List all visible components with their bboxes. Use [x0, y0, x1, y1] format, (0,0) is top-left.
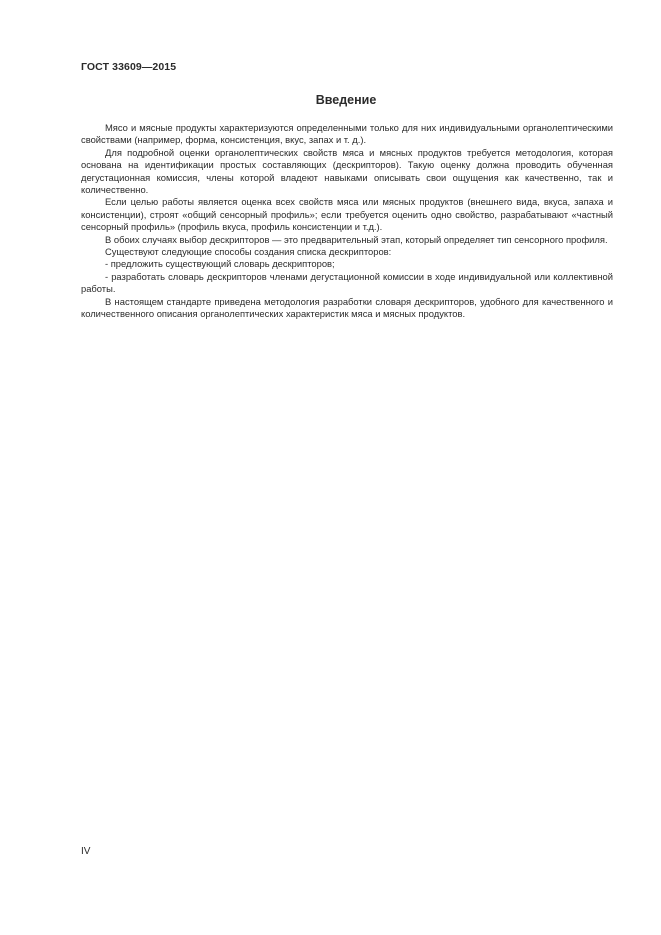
page-number: IV [81, 846, 91, 857]
list-item: - разработать словарь дескрипторов членами дегустационной комиссии в ходе индивидуальной или коллективной работы. [81, 270, 613, 295]
paragraph: Мясо и мясные продукты характеризуются определенными только для них индивидуальными органолептическими свойствами (например, форма, консистенция, вкус, запах и т. д.). [81, 122, 613, 146]
paragraph: В обоих случаях выбор дескрипторов — это предварительный этап, который определяет тип сенсорного профиля. [105, 233, 608, 245]
introduction-body [81, 122, 613, 321]
paragraph: Если целью работы является оценка всех свойств мяса или мясных продуктов (внешнего вида, вкуса, запаха и консистенции), строят «общий сенсорный профиль»; если требуется оценить одно свойство, разрабатывают «частный сенсорный профиль» (профиль вкуса, профиль консистенции и т.д.). [81, 196, 613, 233]
paragraph: В настоящем стандарте приведена методология разработки словаря дескрипторов, удобного для качественного и количественного описания органолептических характеристик мяса и мясных продуктов. [81, 295, 613, 320]
paragraph: Существуют следующие способы создания списка дескрипторов: [105, 246, 392, 258]
section-title: Введение [315, 93, 377, 107]
list-item: - предложить существующий словарь дескрипторов; [105, 258, 335, 270]
standard-code: ГОСТ 33609—2015 [81, 61, 177, 73]
paragraph: Для подробной оценки органолептических свойств мяса и мясных продуктов требуется методология, которая основана на идентификации простых составляющих (дескрипторов). Такую оценку должна проводить обученная дегустационная комиссия, члены которой владеют навыками описывать свои ощущения как качественно, так и количественно. [81, 146, 613, 196]
